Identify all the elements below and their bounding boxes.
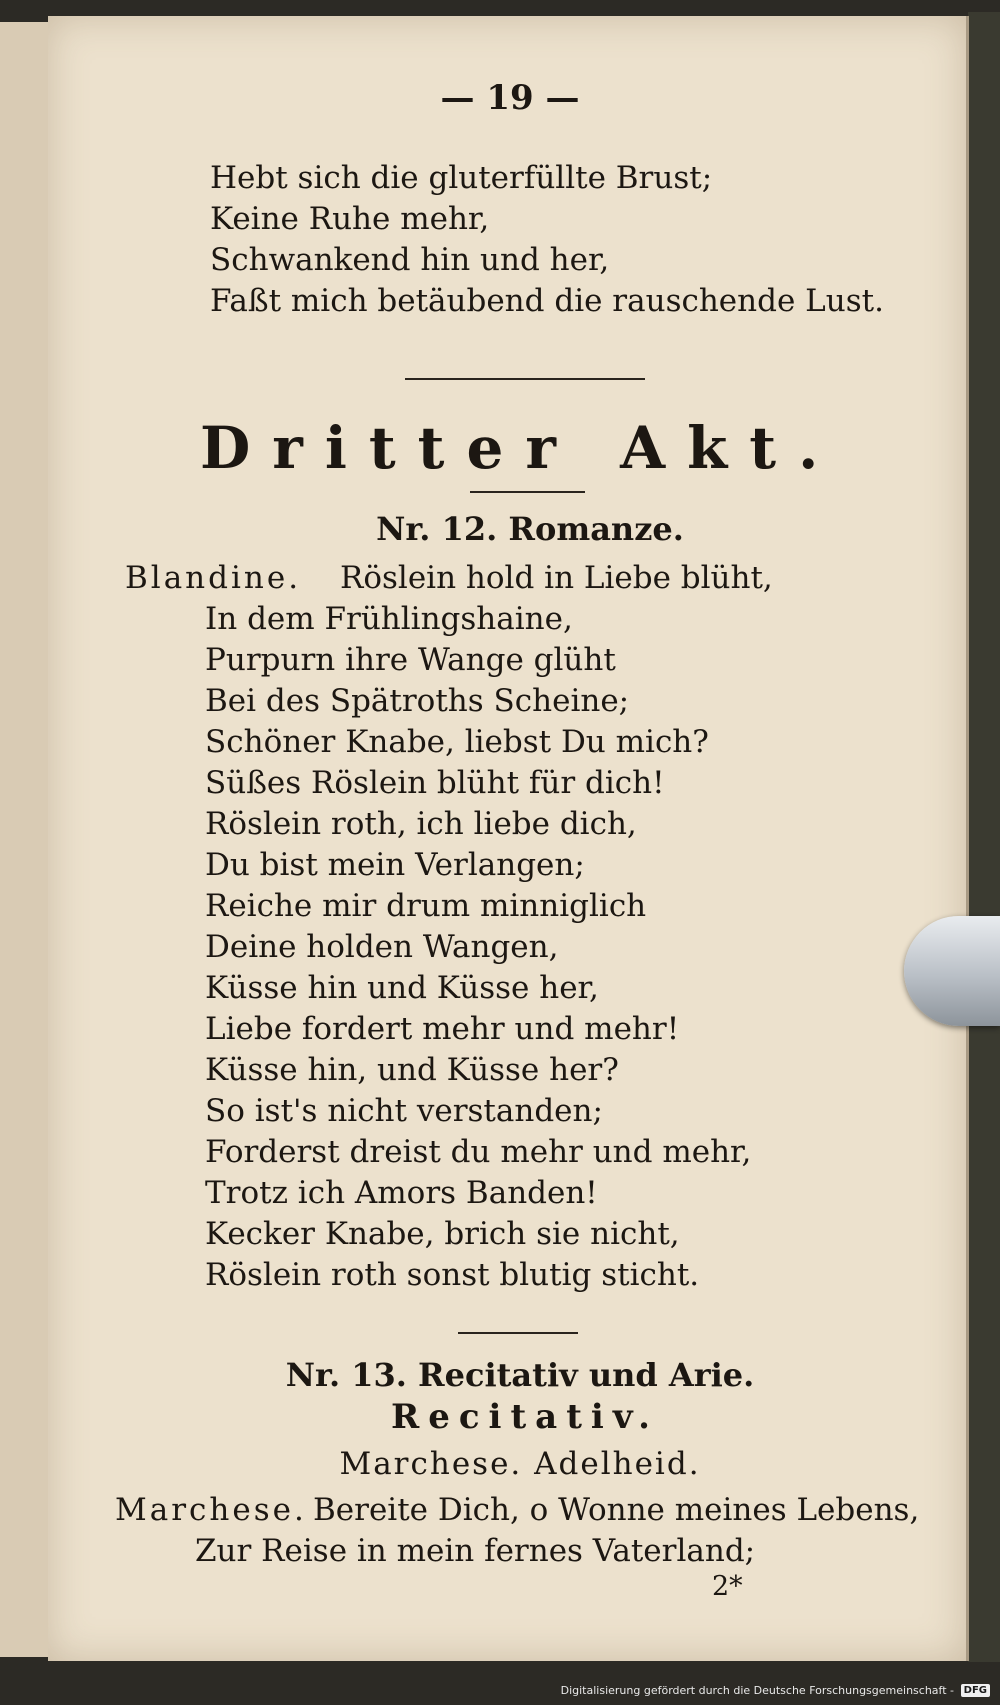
speaker-name: Marchese. bbox=[115, 1492, 307, 1528]
scan-footer bbox=[0, 1680, 1000, 1705]
page-number: — 19 — bbox=[440, 78, 580, 118]
verse-line: Reiche mir drum minniglich bbox=[205, 888, 647, 924]
verse-line: Trotz ich Amors Banden! bbox=[205, 1175, 598, 1211]
verse-line: Forderst dreist du mehr und mehr, bbox=[205, 1134, 752, 1170]
signature-mark: 2* bbox=[712, 1571, 743, 1602]
verse-line: Faßt mich betäubend die rauschende Lust. bbox=[210, 283, 884, 319]
verse-line: Hebt sich die gluterfüllte Brust; bbox=[210, 160, 713, 196]
verse-line: In dem Frühlingshaine, bbox=[205, 601, 573, 637]
adjacent-page-edge bbox=[0, 22, 50, 1657]
section-heading-no13: Nr. 13. Recitativ und Arie. bbox=[285, 1356, 755, 1394]
verse-line: Keine Ruhe mehr, bbox=[210, 201, 490, 237]
verse-line: So ist's nicht verstanden; bbox=[205, 1093, 603, 1129]
verse-line: Röslein roth, ich liebe dich, bbox=[205, 806, 637, 842]
act-title: Dritter Akt. bbox=[200, 414, 841, 482]
title-underline bbox=[470, 491, 585, 493]
verse-line: Bereite Dich, o Wonne meines Lebens, bbox=[313, 1492, 920, 1528]
section-divider bbox=[405, 378, 645, 380]
verse-line: Küsse hin, und Küsse her? bbox=[205, 1052, 619, 1088]
verse-line: Purpurn ihre Wange glüht bbox=[205, 642, 616, 678]
verse-line: Deine holden Wangen, bbox=[205, 929, 559, 965]
verse-line: Süßes Röslein blüht für dich! bbox=[205, 765, 665, 801]
verse-line: Zur Reise in mein fernes Vaterland; bbox=[195, 1533, 756, 1569]
speaker-name: Blandine. bbox=[125, 560, 302, 596]
right-scan-edge bbox=[968, 12, 1000, 1662]
verse-line: Röslein hold in Liebe blüht, bbox=[340, 560, 773, 596]
character-list: Marchese. Adelheid. bbox=[339, 1446, 701, 1482]
verse-line: Röslein roth sonst blutig sticht. bbox=[205, 1257, 700, 1293]
footer-credit: Digitalisierung gefördert durch die Deutsche Forschungsgemeinschaft - bbox=[560, 1684, 954, 1697]
verse-line: Kecker Knabe, brich sie nicht, bbox=[205, 1216, 680, 1252]
verse-line: Schwankend hin und her, bbox=[210, 242, 610, 278]
verse-line: Schöner Knabe, liebst Du mich? bbox=[205, 724, 709, 760]
section-heading-no12: Nr. 12. Romanze. bbox=[376, 510, 684, 548]
subsection-heading: Recitativ. bbox=[390, 1397, 660, 1437]
dfg-logo: DFG bbox=[961, 1684, 990, 1697]
verse-line: Du bist mein Verlangen; bbox=[205, 847, 585, 883]
section-divider bbox=[458, 1332, 578, 1334]
verse-line: Liebe fordert mehr und mehr! bbox=[205, 1011, 680, 1047]
verse-line: Bei des Spätroths Scheine; bbox=[205, 683, 630, 719]
verse-line: Küsse hin und Küsse her, bbox=[205, 970, 599, 1006]
